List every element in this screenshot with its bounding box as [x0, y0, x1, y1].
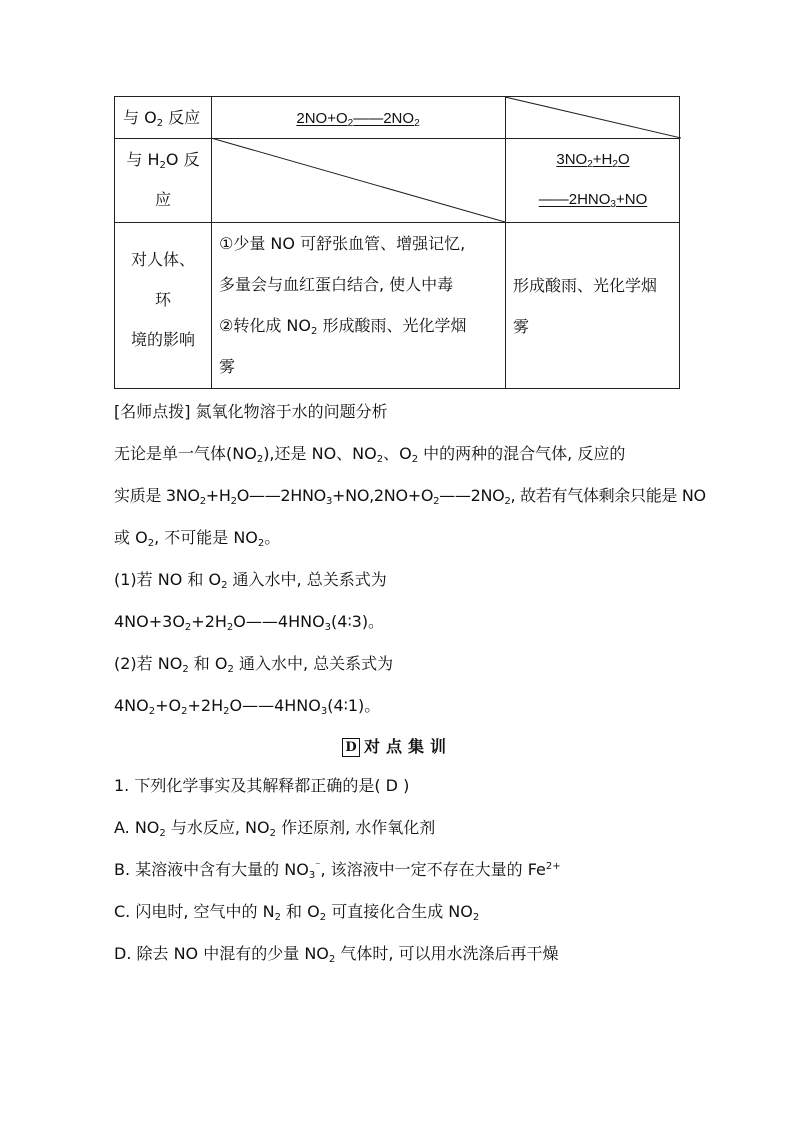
subscript: 3 [325, 496, 333, 507]
row-label-o2-reaction [115, 97, 211, 138]
text: ——2NO [439, 486, 505, 505]
subscript: 3 [610, 199, 616, 210]
label-line: 境的影响 [130, 330, 195, 349]
subscript: 2 [159, 828, 166, 839]
effect-line [219, 305, 505, 346]
subscript: 2 [269, 828, 276, 839]
subscript: 2 [230, 496, 237, 507]
text: 或 O [114, 528, 148, 547]
text: , 该溶液中一定不存在大量的 Fe [320, 860, 546, 879]
effect-text: ②转化成 NO [219, 316, 311, 335]
section-title: 对点集训 [363, 737, 452, 756]
subscript: 2 [227, 664, 234, 675]
subscript: 2 [612, 159, 618, 170]
formula-text: O [617, 151, 630, 168]
subscript: 2 [182, 664, 189, 675]
text: 与水反应, NO [165, 818, 270, 837]
effect-text: 形成酸雨、光化学烟 [317, 316, 467, 335]
label-line: 环 [154, 290, 171, 309]
text: 和 O [280, 902, 320, 921]
case1-label [114, 568, 387, 592]
effect-line: 多量会与血红蛋白结合, 使人中毒 [219, 275, 454, 294]
text: D. 除去 NO 中混有的少量 NO [114, 944, 329, 963]
effect-line: 雾 [513, 317, 530, 336]
row-label-effects [115, 222, 211, 390]
no-effects-cell [211, 222, 505, 390]
case2-label [114, 652, 393, 676]
text: (2)若 NO [114, 654, 183, 673]
text: A. NO [114, 818, 160, 837]
subscript: 2 [181, 706, 188, 717]
option-c [114, 900, 479, 924]
option-a [114, 816, 435, 840]
text: O——2HNO [236, 486, 326, 505]
text: 无论是单一气体(NO [114, 444, 257, 463]
text: 实质是 3NO [114, 486, 200, 505]
text: +NO,2NO+O [332, 486, 434, 505]
label-line [115, 140, 211, 180]
question-stem: 1. 下列化学事实及其解释都正确的是( D ) [114, 776, 410, 795]
subscript: 2 [199, 496, 206, 507]
formula-text: ——2NO [353, 110, 415, 127]
text: 通入水中, 总关系式为 [227, 570, 387, 589]
superscript: ⁻ [315, 861, 321, 872]
no2-h2o-equation-line2 [505, 180, 681, 220]
no2-h2o-equation-line1 [505, 140, 681, 180]
tip-paragraph-line [114, 484, 706, 508]
no-o2-equation [296, 110, 419, 127]
text: 4NO [114, 696, 149, 715]
text: +H [205, 486, 231, 505]
label-text: 反应 [163, 108, 201, 127]
label-line: 应 [154, 190, 171, 209]
text: , 故若有气体剩余只能是 NO [510, 486, 706, 505]
formula-text: ——2HNO [538, 191, 611, 208]
option-b [114, 858, 561, 882]
subscript: 2 [411, 454, 419, 465]
comparison-table [114, 96, 680, 389]
label-text: 与 H [126, 150, 160, 169]
effect-line: ①少量 NO 可舒张血管、增强记忆, [219, 234, 466, 253]
subscript: 3 [320, 706, 328, 717]
label-text: 与 O [123, 108, 157, 127]
text: 和 O [188, 654, 228, 673]
text: 可直接化合生成 NO [326, 902, 473, 921]
subscript: 2 [504, 496, 511, 507]
text: (1)若 NO 和 O [114, 570, 222, 589]
subscript: 2 [223, 706, 230, 717]
text: (4∶3)。 [331, 612, 385, 631]
subscript: 2 [414, 118, 420, 129]
label-text: O 反 [165, 150, 200, 169]
tip-paragraph-line [114, 526, 280, 550]
text: ),还是 NO、NO [263, 444, 377, 463]
subscript: 2 [221, 580, 228, 591]
formula-text: 3NO [556, 151, 588, 168]
text: 、O [383, 444, 412, 463]
subscript: 2 [156, 118, 164, 129]
subscript: 2 [256, 454, 264, 465]
text: 4NO+3O [114, 612, 185, 631]
formula-text: +NO [615, 191, 648, 208]
text: O——4HNO [229, 696, 321, 715]
subscript: 2 [319, 912, 327, 923]
subscript: 2 [257, 538, 265, 549]
subscript: 2 [226, 622, 234, 633]
text: 通入水中, 总关系式为 [233, 654, 394, 673]
option-d [114, 942, 559, 966]
effect-line: 形成酸雨、光化学烟 [513, 276, 658, 295]
diagonal-line [505, 97, 681, 138]
case1-equation [114, 610, 384, 634]
no2-effects-cell [505, 222, 681, 390]
label-line: 对人体、 [130, 250, 195, 269]
subscript: 2 [433, 496, 440, 507]
section-badge-icon: D [342, 738, 360, 757]
subscript: 2 [148, 706, 156, 717]
subscript: 3 [308, 870, 316, 881]
subscript: 2 [184, 622, 192, 633]
subscript: 3 [324, 622, 332, 633]
no-o2-reaction-cell [211, 97, 505, 138]
text: (4∶1)。 [327, 696, 381, 715]
superscript: 2+ [545, 861, 561, 872]
text: , 不可能是 NO [154, 528, 258, 547]
diagonal-line [211, 138, 505, 222]
text: +O [155, 696, 182, 715]
subscript: 2 [347, 118, 354, 129]
tip-title: [名师点拨] 氮氧化物溶于水的问题分析 [114, 402, 388, 421]
text: +2H [187, 696, 224, 715]
text: +2H [191, 612, 227, 631]
text: 。 [264, 528, 281, 547]
formula-text: +H [592, 151, 613, 168]
text: C. 闪电时, 空气中的 N [114, 902, 275, 921]
subscript: 2 [376, 454, 384, 465]
subscript: 2 [472, 912, 480, 923]
text: O——4HNO [233, 612, 325, 631]
row-label-h2o-reaction [115, 138, 211, 222]
text: B. 某溶液中含有大量的 NO [114, 860, 309, 879]
subscript: 2 [587, 159, 593, 170]
subscript: 2 [147, 538, 155, 549]
text: 气体时, 可以用水洗涤后再干燥 [335, 944, 559, 963]
effect-line: 雾 [219, 357, 236, 376]
subscript: 2 [159, 160, 166, 171]
case2-equation [114, 694, 380, 718]
section-heading [0, 734, 794, 757]
formula-text: 2NO+O [296, 110, 348, 127]
subscript: 2 [274, 912, 281, 923]
subscript: 2 [311, 326, 318, 337]
subscript: 2 [328, 954, 336, 965]
tip-paragraph-line [114, 442, 625, 466]
text: 作还原剂, 水作氧化剂 [275, 818, 436, 837]
no2-h2o-reaction-cell [505, 138, 681, 222]
text: 中的两种的混合气体, 反应的 [418, 444, 626, 463]
